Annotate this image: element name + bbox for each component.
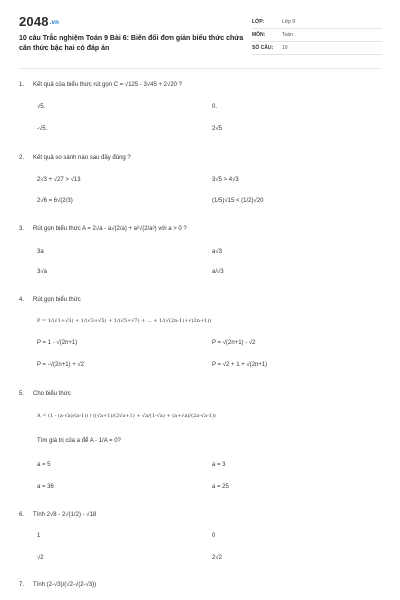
option-1a[interactable]: √5. — [37, 104, 46, 110]
option-1c[interactable]: -√5. — [37, 126, 48, 132]
option-6c[interactable]: √2 — [37, 555, 44, 561]
question-2: 2. Kết quả so sánh nào sau đây đúng ? — [19, 153, 381, 163]
option-4b[interactable]: P = √(2n+1) - √2 — [212, 340, 256, 346]
page-header — [0, 0, 400, 64]
question-3: 3. Rút gọn biểu thức A = 2√a - a√(2/a) + a²√(2/a³) với a > 0 ? — [19, 224, 381, 234]
question-text: Tính (2-√3)/(√2-√(2-√3)) — [33, 582, 97, 588]
option-5c[interactable]: a = 36 — [37, 484, 54, 490]
option-6d[interactable]: 2√2 — [212, 555, 222, 561]
question-text: Tính 2√8 - 2√(1/2) - √18 — [33, 512, 97, 518]
option-3d[interactable]: a/√3 — [212, 269, 224, 275]
meta-table — [252, 16, 382, 55]
question-text: Rút gọn biểu thức A = 2√a - a√(2/a) + a²√(2/a³) với a > 0 ? — [33, 226, 187, 232]
option-4a[interactable]: P = 1 - √(2n+1) — [37, 340, 78, 346]
question-text: Kết quả của biểu thức rút gọn C = √125 - 3√45 + 2√20 ? — [33, 82, 182, 88]
question-text: Rút gọn biểu thức — [33, 297, 81, 303]
question-7: 7. Tính (2-√3)/(√2-√(2-√3)) — [19, 580, 381, 590]
option-2a[interactable]: 2√3 + √27 > √13 — [37, 177, 81, 183]
option-5d[interactable]: a = 25 — [212, 484, 229, 490]
option-4c[interactable]: P = -√(2n+1) + √2 — [37, 362, 85, 368]
option-4d[interactable]: P = √2 + 1 + √(2n+1) — [212, 362, 268, 368]
option-2b[interactable]: 3√5 > 4√3 — [212, 177, 239, 183]
option-5a[interactable]: a = 5 — [37, 462, 51, 468]
option-6a[interactable]: 1 — [37, 533, 41, 539]
question-6: 6. Tính 2√8 - 2√(1/2) - √18 — [19, 510, 381, 520]
question-text: Cho biểu thức — [33, 391, 71, 397]
option-3a[interactable]: 3a — [37, 249, 44, 255]
option-3c[interactable]: 3√a — [37, 269, 47, 275]
question-4: 4. Rút gọn biểu thức — [19, 295, 381, 305]
question-5-expression: A = (1 - (a-√a)/(a-1)) / ((√a+1)/(2√a+1) + √a/(1-√a) + (a+√a)/(2a-√a-1)) — [37, 413, 216, 419]
option-1b[interactable]: 0. — [212, 104, 218, 110]
site-logo[interactable]: 2048.vn — [19, 14, 60, 29]
option-6b[interactable]: 0 — [212, 533, 216, 539]
meta-row-subject: MÔN: Toán — [252, 29, 382, 42]
meta-row-count: SỐ CÂU: 10 — [252, 42, 382, 55]
question-text: Kết quả so sánh nào sau đây đúng ? — [33, 155, 131, 161]
page-title: 10 câu Trắc nghiệm Toán 9 Bài 6: Biến đổi đơn giản biểu thức chứa căn thức bậc hai có đáp án — [19, 35, 244, 52]
meta-row-class: LỚP: Lớp 9 — [252, 16, 382, 29]
option-1d[interactable]: 2√5 — [212, 126, 222, 132]
question-1: 1. Kết quả của biểu thức rút gọn C = √125 - 3√45 + 2√20 ? — [19, 80, 381, 90]
header-divider — [19, 68, 381, 69]
question-5-subtext: Tìm giá trị của a để A - 1/A = 0? — [37, 438, 121, 444]
option-5b[interactable]: a = 3 — [212, 462, 226, 468]
option-2c[interactable]: 2√6 = 6√(2/3) — [37, 198, 73, 204]
question-4-expression: P = 1/(√1+√3) + 1/(√3+√5) + 1/(√5+√7) + ... + 1/(√(2n-1)+√(2n+1)) — [37, 318, 212, 324]
option-3b[interactable]: a√3 — [212, 249, 222, 255]
question-5: 5. Cho biểu thức — [19, 389, 381, 399]
option-2d[interactable]: (1/5)√15 < (1/2)√20 — [212, 198, 264, 204]
